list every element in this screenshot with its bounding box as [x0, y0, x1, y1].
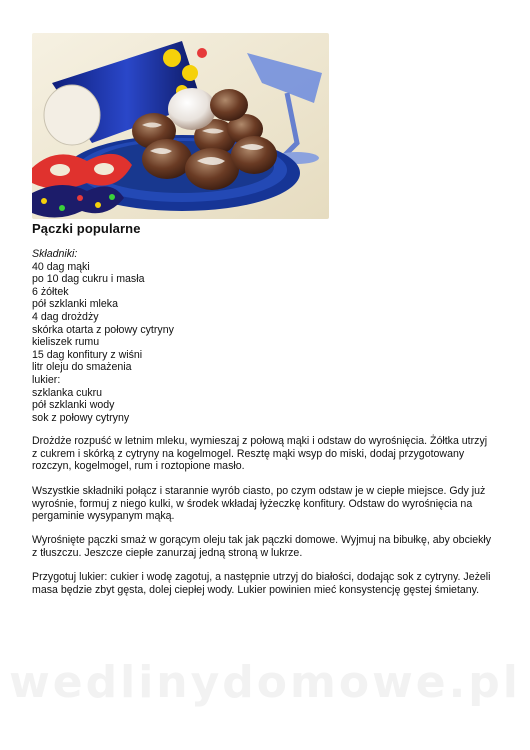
recipe-title: Pączki popularne: [32, 221, 141, 236]
ingredient-item: litr oleju do smażenia: [32, 361, 132, 374]
ingredient-item: sok z połowy cytryny: [32, 411, 130, 424]
glaze-subheading: lukier:: [32, 373, 61, 386]
instruction-paragraph-2: Wszystkie składniki połącz i starannie wyrób ciasto, po czym odstaw je w ciepłe miejsce. Gdy już wyrośnie, formuj z niego kulki, w środek wkładaj łyżeczkę konfitury. Odstaw do wyrośnięcia na pergaminie wysypanym mąką.: [32, 485, 486, 523]
instruction-paragraph-1: Drożdże rozpuść w letnim mleku, wymieszaj z połową mąki i odstaw do wyrośnięcia. Żółtka utrzyj z cukrem i skórką z cytryny na kogelmogel. Resztę mąki wsyp do miski, dodaj przygotowany rozczyn, kogelmogel, rum i roztopione masło.: [32, 435, 488, 473]
ingredient-item: pół szklanki mleka: [32, 298, 118, 311]
ingredient-item: skórka otarta z połowy cytryny: [32, 323, 174, 336]
site-watermark: wedlinydomowe.pl: [9, 657, 521, 708]
ingredients-section: [32, 248, 332, 424]
recipe-photo: [32, 33, 329, 219]
ingredient-item: 40 dag mąki: [32, 260, 90, 273]
ingredient-item: szklanka cukru: [32, 386, 103, 399]
instruction-paragraph-4: Przygotuj lukier: cukier i wodę zagotuj, a następnie utrzyj do białości, dodając sok z cytryny. Jeżeli masa będzie zbyt gęsta, dolej ciepłej wody. Lukier powinien mieć konsystencję gęstej śmietany.: [32, 571, 491, 596]
ingredient-item: 15 dag konfitury z wiśni: [32, 348, 143, 361]
ingredients-list: [32, 261, 332, 425]
ingredient-item: 6 żółtek: [32, 285, 69, 298]
ingredient-item: pół szklanki wody: [32, 399, 115, 412]
paczki-photo-illustration: [32, 33, 329, 219]
instruction-paragraph-3: Wyrośnięte pączki smaż w gorącym oleju tak jak pączki domowe. Wyjmuj na bibułkę, aby obciekły z tłuszczu. Jeszcze ciepłe zanurzaj jedną stroną w lukrze.: [32, 534, 492, 559]
ingredients-heading: Składniki:: [32, 248, 78, 260]
ingredient-item: po 10 dag cukru i masła: [32, 273, 145, 286]
ingredient-item: kieliszek rumu: [32, 336, 100, 349]
ingredient-item: 4 dag drożdży: [32, 310, 99, 323]
